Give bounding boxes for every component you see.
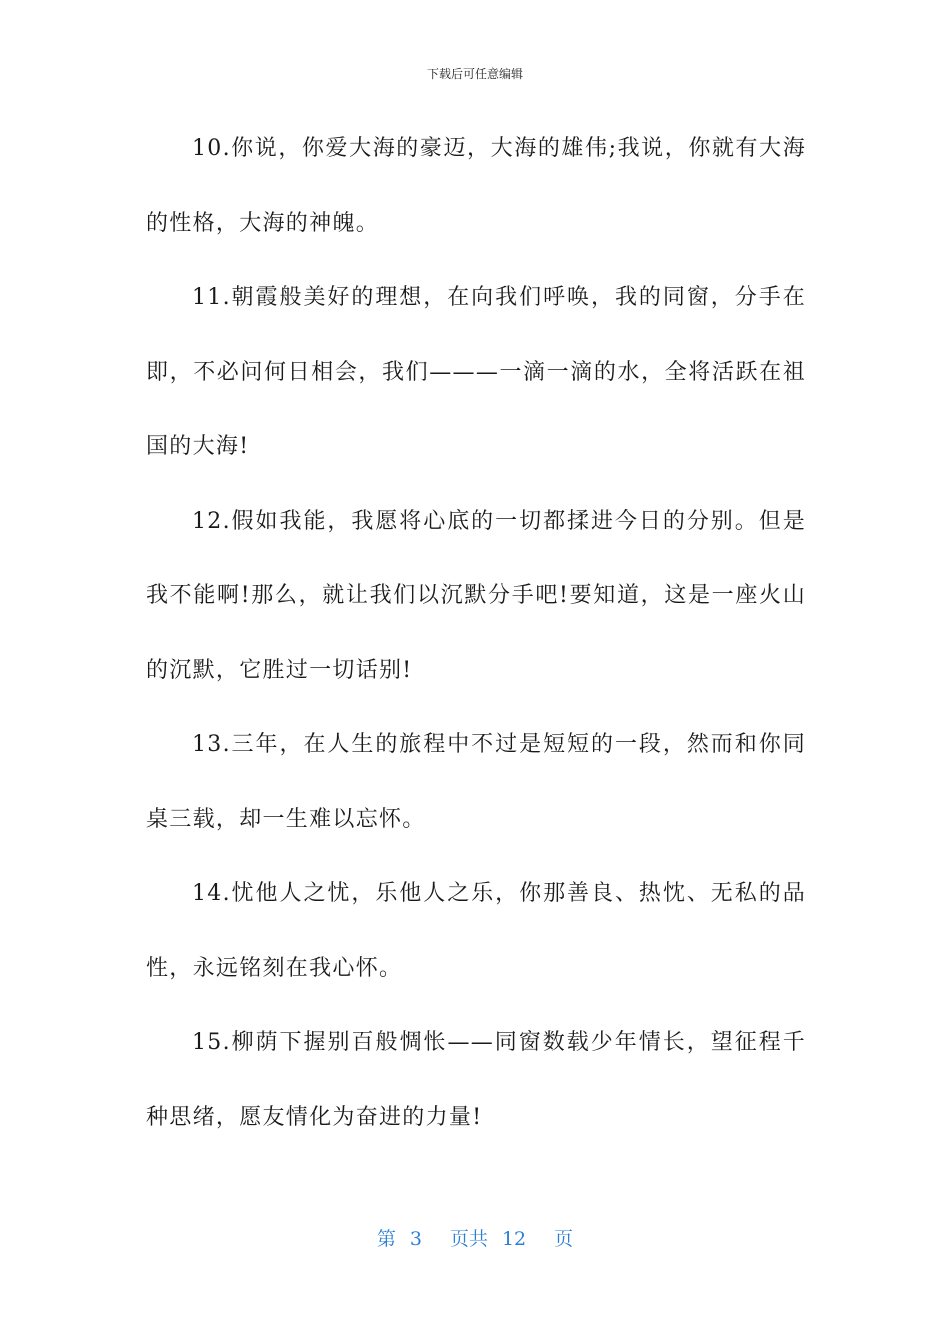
header-note: 下载后可任意编辑 xyxy=(426,67,523,81)
paragraph-15: 15.柳荫下握别百般惆怅——同窗数载少年情长，望征程千种思绪，愿友情化为奋进的力量! xyxy=(146,1030,806,1130)
page-prefix: 第 xyxy=(376,1228,396,1250)
current-page-number: 3 xyxy=(409,1228,422,1250)
paragraph-11: 11.朝霞般美好的理想，在向我们呼唤，我的同窗，分手在即，不必问何日相会，我们———一滴一滴的水，全将活跃在祖国的大海! xyxy=(146,285,806,459)
paragraph-12: 12.假如我能，我愿将心底的一切都揉进今日的分别。但是我不能啊!那么，就让我们以沉默分手吧!要知道，这是一座火山的沉默，它胜过一切话别! xyxy=(146,508,806,683)
total-pages-number: 12 xyxy=(501,1228,527,1250)
paragraph-10: 10.你说，你爱大海的豪迈，大海的雄伟;我说，你就有大海的性格，大海的神魄。 xyxy=(146,136,806,236)
page-middle: 页共 xyxy=(449,1228,488,1250)
paragraph-13: 13.三年，在人生的旅程中不过是短短的一段，然而和你同桌三载，却一生难以忘怀。 xyxy=(146,732,806,832)
paragraph-14: 14.忧他人之忧，乐他人之乐，你那善良、热忱、无私的品性，永远铭刻在我心怀。 xyxy=(146,881,806,981)
page-suffix: 页 xyxy=(554,1228,574,1250)
page-footer xyxy=(0,1226,950,1252)
document-body xyxy=(146,112,806,1155)
